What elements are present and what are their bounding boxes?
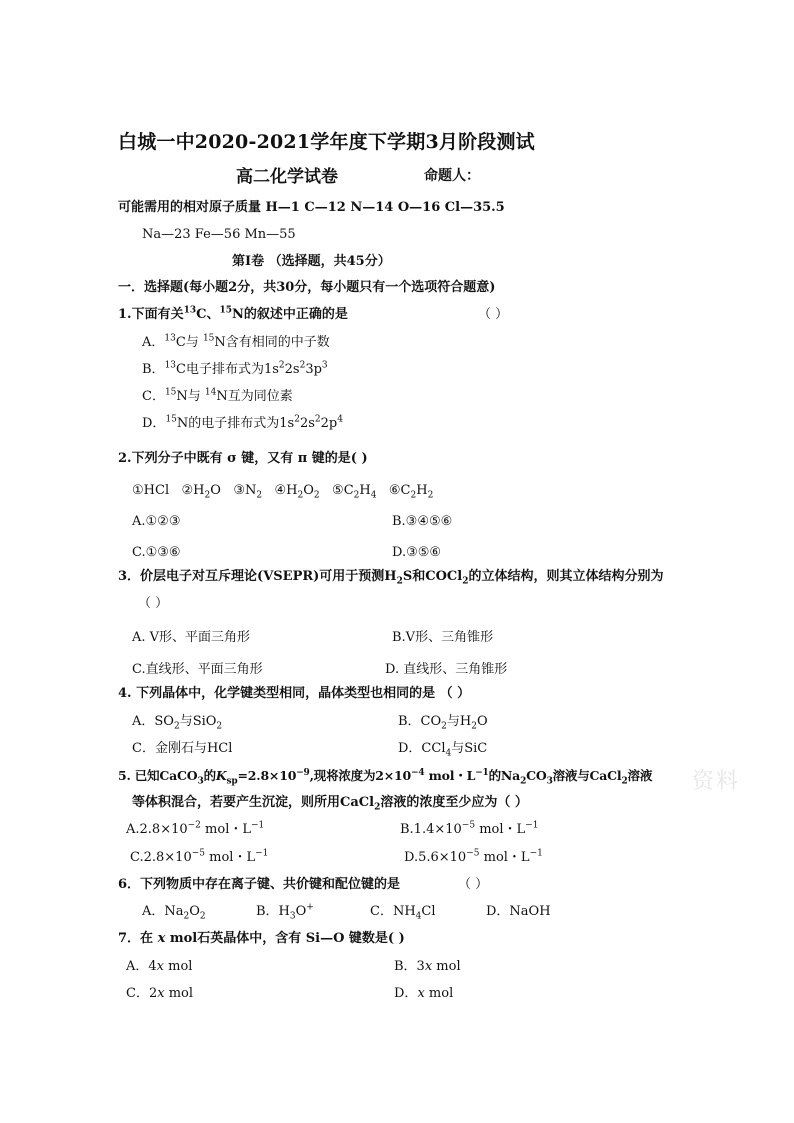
- question-4-option-b: B．$CO_2$与$H_2O$: [398, 714, 488, 732]
- question-6-stem: 6．下列物质中存在离子键、共价键和配位键的是: [118, 877, 401, 892]
- question-3-option-b: B.V形、三角锥形: [392, 630, 494, 645]
- question-7-stem: 7．在 x mol石英晶体中，含有 Si—O 键数是( ): [118, 931, 405, 946]
- section-heading: 一．选择题(每小题2分，共30分，每小题只有一个选项符合题意): [118, 280, 496, 295]
- question-7-option-d: D．x mol: [394, 986, 454, 1001]
- question-6-answer-paren: （ ）: [458, 877, 489, 892]
- question-7-option-c: C．2x mol: [126, 986, 194, 1001]
- question-6-option-c: C．$NH_4Cl$: [370, 904, 436, 922]
- question-1-answer-paren: （ ）: [478, 307, 509, 322]
- question-3-option-d: D. 直线形、三角锥形: [385, 662, 508, 677]
- exam-title: 白城一中2020-2021学年度下学期3月阶段测试: [118, 131, 535, 153]
- volume-heading: 第Ⅰ卷 （选择题，共45分）: [232, 254, 391, 269]
- atomic-masses-line1: 可能需用的相对原子质量 H—1 C—12 N—14 O—16 Cl—35.5: [118, 200, 505, 215]
- exam-subtitle: 高二化学试卷: [236, 167, 338, 187]
- question-2-molecule-list: ①HCl $②H_2O$ $③N_2$ $④H_2O_2$ $⑤C_2H_4$ $⑥C_2H_2$: [132, 483, 434, 501]
- question-5-stem-line2: 等体积混合，若要产生沉淀，则所用CaCl$_2$溶液的浓度至少应为（ ）: [132, 795, 528, 813]
- question-7-option-a: A．4x mol: [126, 959, 193, 974]
- question-1-option-d: D．$^{15}$N的电子排布式为$1s^22s^22p^4$: [142, 414, 343, 431]
- question-1-option-b: B．$^{13}$C电子排布式为$1s^22s^23p^3$: [142, 360, 328, 377]
- question-4-option-c: C．金刚石与HCl: [132, 741, 233, 756]
- question-6-option-a: A．$Na_2O_2$: [142, 904, 206, 922]
- question-3-answer-paren: （ ）: [138, 596, 169, 611]
- question-2-stem: 2.下列分子中既有 σ 键，又有 π 键的是( ): [118, 451, 368, 466]
- question-3-option-a: A. V形、平面三角形: [132, 630, 251, 645]
- question-1-stem: 1.下面有关$^{13}$C、$^{15}$N的叙述中正确的是: [118, 305, 348, 322]
- question-7-option-b: B．3x mol: [394, 959, 461, 974]
- question-3-stem: 3．价层电子对互斥理论(VSEPR)可用于预测$H_2S$和COCl$_2$的立体结构，则其立体结构分别为: [118, 569, 664, 587]
- question-3-option-c: C.直线形、平面三角形: [132, 662, 263, 677]
- question-4-option-d: D．CCl$_4$与SiC: [398, 741, 488, 759]
- question-5-option-b: $B.1.4\times 10^{-5}$ mol・$L^{-1}$: [400, 820, 539, 837]
- atomic-masses-line2: Na—23 Fe—56 Mn—55: [142, 227, 296, 242]
- author-label: 命题人：: [424, 168, 480, 184]
- watermark: 资料: [692, 769, 741, 794]
- question-5-option-d: $D.5.6\times 10^{-5}$ mol・$L^{-1}$: [404, 848, 543, 865]
- question-4-option-a: A．$SO_2$与SiO$_2$: [132, 714, 223, 732]
- question-2-option-b: B.③④⑤⑥: [392, 514, 453, 529]
- question-1-option-a: A．$^{13}$C与 $^{15}$N含有相同的中子数: [142, 333, 330, 350]
- question-2-option-d: D.③⑤⑥: [392, 545, 442, 560]
- question-2-option-c: C.①③⑥: [132, 545, 181, 560]
- question-5-option-c: $C.2.8\times 10^{-5}$ mol・$L^{-1}$: [130, 848, 269, 865]
- question-2-option-a: A.①②③: [132, 514, 181, 529]
- question-6-option-d: D．NaOH: [486, 904, 551, 919]
- question-5-option-a: $A.2.8\times 10^{-2}$ mol・$L^{-1}$: [126, 820, 265, 837]
- question-1-option-c: C．$^{15}$N与 $^{14}$N互为同位素: [142, 387, 293, 404]
- question-4-stem: 4. 下列晶体中，化学键类型相同，晶体类型也相同的是 （ ）: [118, 686, 471, 701]
- question-6-option-b: B．$H_3O^+$: [256, 902, 314, 922]
- question-5-stem-line1: 5. 已知CaCO$_3$的$K_{sp}=2.8\times 10^{-9}$,现将浓度为$2\times 10^{-4}$ mol・$L^{-1}$的$Na_2CO_3$溶液与CaCl$_2$溶液: [118, 767, 653, 787]
